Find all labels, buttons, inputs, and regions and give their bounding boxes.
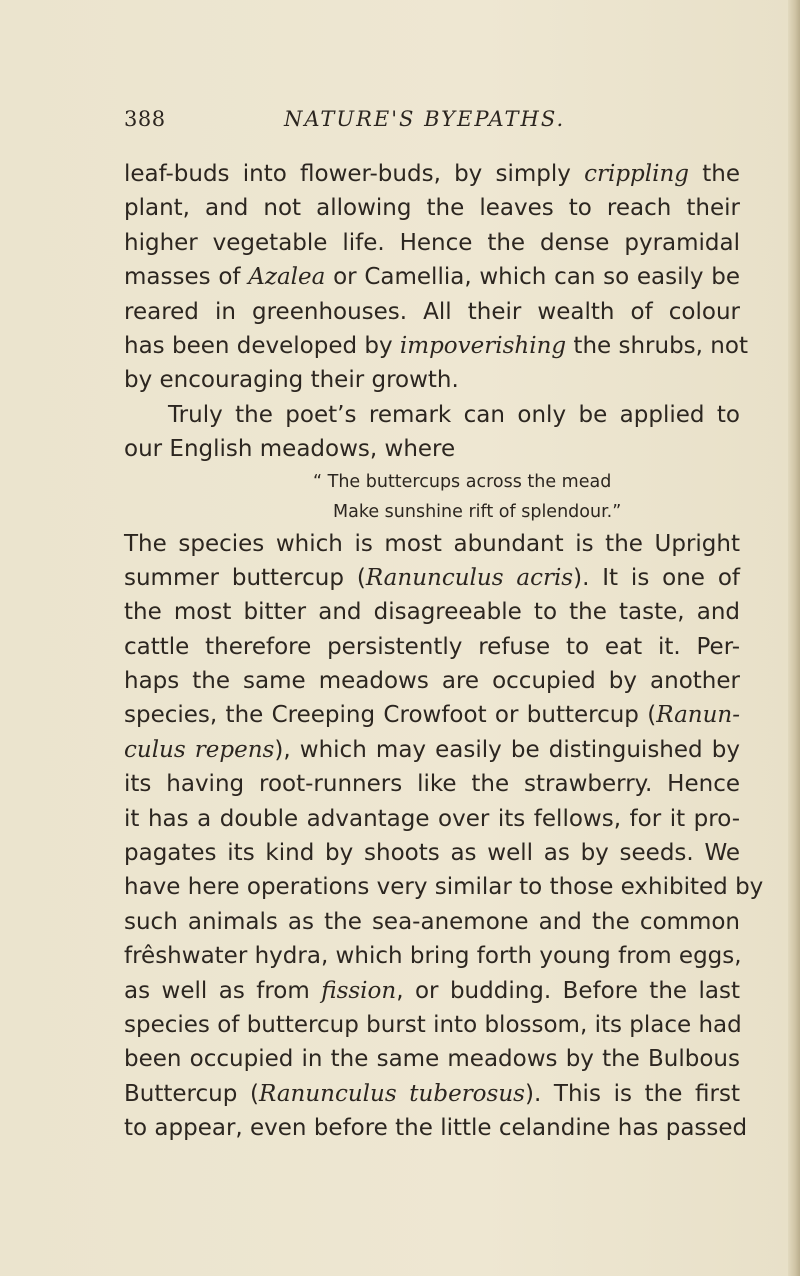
text-run: frêshwater hydra, which bring forth young from eggs, [124, 943, 742, 970]
text-run: have here operations very similar to those exhibited by [124, 874, 764, 901]
text-line [124, 527, 740, 561]
italic-run: fission [321, 977, 397, 1004]
text-run: higher vegetable life. Hence the dense pyramidal [124, 229, 740, 256]
text-line [124, 398, 740, 432]
text-line [124, 561, 740, 595]
text-line [124, 295, 740, 329]
text-line [124, 905, 740, 939]
italic-run: Ranunculus tuberosus [258, 1080, 525, 1107]
text-run: ). This is the first [524, 1080, 740, 1107]
text-line [124, 802, 740, 836]
text-run: the [689, 161, 740, 187]
text-run: plant, and not allowing the leaves to reach their [124, 195, 740, 222]
text-run: our English meadows, where [124, 436, 456, 463]
text-line [124, 974, 740, 1008]
verse-quote [124, 467, 740, 527]
quote-line: Make sunshine rift of splendour.” [333, 501, 622, 522]
italic-run: Ranunculus acris [365, 564, 574, 591]
italic-run: impoverishing [399, 332, 567, 359]
text-run: Truly the poet’s remark can only be applied to [168, 401, 740, 428]
italic-run: Azalea [248, 264, 326, 291]
text-line [124, 733, 740, 767]
body-text [124, 157, 764, 1146]
italic-run: culus repens [124, 736, 275, 763]
running-title: NATURE'S BYEPATHS. [284, 107, 566, 131]
text-run: Buttercup ( [124, 1080, 259, 1107]
page-number: 388 [124, 107, 166, 131]
text-line [124, 157, 740, 191]
text-run: as well as from [124, 977, 322, 1004]
text-run: masses of [124, 264, 249, 291]
text-run: cattle therefore persistently refuse to eat it. Per- [124, 633, 740, 660]
text-run: ), which may easily be distinguished by [274, 736, 740, 763]
text-run: its having root-runners like the strawberry. Hence [124, 771, 740, 798]
paragraph-3 [124, 527, 764, 1146]
text-line [124, 630, 740, 664]
text-line [124, 836, 740, 870]
text-run: ). It is one of [573, 564, 740, 591]
text-run: , or budding. Before the last [396, 977, 740, 1004]
text-run: been occupied in the same meadows by the Bulbous [124, 1046, 740, 1073]
text-line [124, 1077, 740, 1111]
text-run: species of buttercup burst into blossom, its place had [124, 1011, 742, 1038]
text-line [124, 329, 748, 363]
quote-line: “ The buttercups across the mead [313, 471, 612, 492]
page-edge [788, 0, 800, 1276]
text-line [124, 363, 740, 397]
text-line [124, 432, 740, 466]
text-line [124, 1008, 740, 1042]
text-run: the shrubs, not [566, 332, 748, 359]
text-line [124, 1042, 740, 1076]
text-run: pagates its kind by shoots as well as by seeds. We [124, 840, 740, 867]
text-run: reared in greenhouses. All their wealth of colour [124, 298, 740, 325]
text-run: The species which is most abundant is the Upright [124, 530, 740, 557]
text-run: to appear, even before the little celandine has passed [124, 1115, 748, 1142]
text-run: or Camellia, which can so easily be [325, 264, 741, 291]
text-line [124, 698, 740, 732]
text-run: has been developed by [124, 332, 400, 359]
text-run: such animals as the sea-anemone and the common [124, 908, 740, 935]
text-line [124, 939, 740, 973]
text-line [124, 595, 740, 629]
text-line [124, 191, 740, 225]
text-run: it has a double advantage over its fellows, for it pro- [124, 805, 740, 832]
text-line [124, 767, 740, 801]
text-line [124, 870, 764, 904]
text-line [124, 260, 740, 294]
text-run: summer buttercup ( [124, 564, 366, 591]
italic-run: Ranun- [656, 702, 740, 729]
text-run: the most bitter and disagreeable to the taste, and [124, 599, 740, 626]
text-run: haps the same meadows are occupied by another [124, 668, 740, 695]
text-run: by encouraging their growth. [124, 367, 459, 394]
paragraph-2 [124, 398, 740, 467]
text-line [124, 1111, 748, 1145]
italic-run: crippling [584, 161, 690, 187]
page-header [124, 107, 724, 143]
text-run: leaf-buds into flower-buds, by simply [124, 161, 585, 187]
text-line [124, 664, 740, 698]
text-run: species, the Creeping Crowfoot or buttercup ( [124, 702, 657, 729]
paragraph-1 [124, 157, 748, 398]
text-line [124, 226, 740, 260]
